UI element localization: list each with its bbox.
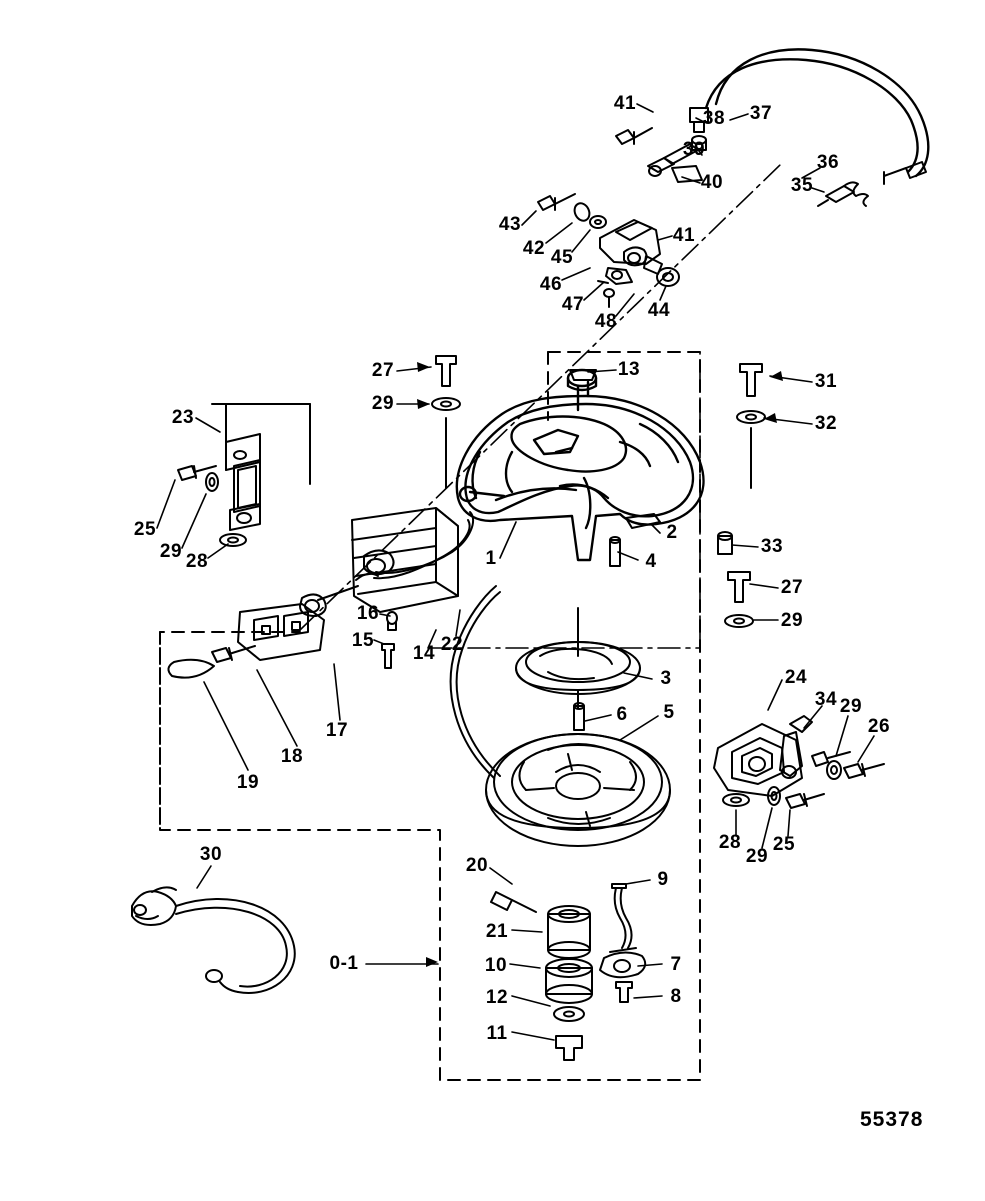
part-23-bracket — [226, 434, 260, 530]
leader-lines — [157, 104, 874, 1040]
part-19-grip — [168, 660, 214, 678]
part-31-screw — [740, 364, 762, 396]
callout-39: 39 — [682, 139, 706, 160]
callout-25: 25 — [772, 834, 796, 855]
callout-15: 15 — [351, 630, 375, 651]
callout-47: 47 — [561, 294, 585, 315]
callout-30: 30 — [199, 844, 223, 865]
callout-45: 45 — [550, 247, 574, 268]
part-8-screw — [616, 982, 632, 1002]
callout-40: 40 — [700, 172, 724, 193]
part-27-screw-topleft — [436, 356, 456, 386]
callout-34: 34 — [814, 689, 838, 710]
part-28-washer-left2 — [220, 534, 246, 546]
callout-29: 29 — [159, 541, 183, 562]
callout-27: 27 — [780, 577, 804, 598]
callout-29: 29 — [839, 696, 863, 717]
callout-6: 6 — [616, 704, 628, 725]
callout-23: 23 — [171, 407, 195, 428]
callout-28: 28 — [718, 832, 742, 853]
part-27-screw-right — [728, 572, 750, 602]
rope-to-pulley — [451, 586, 500, 778]
callout-43: 43 — [498, 214, 522, 235]
drawing-number: 55378 — [860, 1108, 924, 1131]
callout-44: 44 — [647, 300, 671, 321]
part-44-nut — [657, 268, 679, 286]
callout-28: 28 — [185, 551, 209, 572]
callout-21: 21 — [485, 921, 509, 942]
part-29-washer-right2 — [827, 761, 841, 779]
callout-12: 12 — [485, 987, 509, 1008]
callout-26: 26 — [867, 716, 891, 737]
part-18-screw — [212, 646, 255, 662]
part-14-22-cover — [352, 508, 458, 612]
callout-1: 1 — [485, 548, 497, 569]
callout-29: 29 — [745, 846, 769, 867]
part-35-barrel — [818, 182, 868, 206]
part-11-bolt — [556, 1036, 582, 1060]
part-25-screw-bottom — [786, 794, 824, 808]
part-34-screw — [812, 752, 850, 766]
callout-38: 38 — [702, 108, 726, 129]
callout-17: 17 — [325, 720, 349, 741]
part-42-washer — [572, 201, 592, 223]
part-28-washer-bottom — [723, 794, 749, 806]
callout-7: 7 — [670, 954, 682, 975]
callout-5: 5 — [663, 702, 675, 723]
part-24-bracket — [714, 716, 812, 796]
part-33-stud — [718, 532, 732, 554]
part-20-pin — [491, 892, 536, 912]
callout-41: 41 — [672, 225, 696, 246]
callout-11: 11 — [486, 1023, 508, 1044]
callout-18: 18 — [280, 746, 304, 767]
part-29-washer-right — [725, 615, 753, 627]
callout-24: 24 — [784, 667, 808, 688]
callout-14: 14 — [412, 643, 436, 664]
callout-36: 36 — [816, 152, 840, 173]
part-16-pin — [387, 612, 397, 630]
callout-31: 31 — [814, 371, 838, 392]
part-12-washer — [554, 1007, 584, 1021]
callout-27: 27 — [371, 360, 395, 381]
callout-25: 25 — [133, 519, 157, 540]
part-48-screw — [604, 289, 614, 307]
callout-32: 32 — [814, 413, 838, 434]
part-41-screw-top — [616, 128, 652, 144]
callout-20: 20 — [465, 855, 489, 876]
part-29-washer-topleft — [432, 398, 460, 410]
callout-0-1: 0-1 — [329, 953, 359, 974]
part-32-washer — [737, 411, 765, 423]
part-29-washer-left — [206, 473, 218, 491]
callout-29: 29 — [780, 610, 804, 631]
part-26-screw — [844, 764, 884, 778]
callout-35: 35 — [790, 175, 814, 196]
callout-9: 9 — [657, 869, 669, 890]
callout-48: 48 — [594, 311, 618, 332]
part-5-pulley — [486, 734, 670, 846]
callout-19: 19 — [236, 772, 260, 793]
callout-16: 16 — [356, 603, 380, 624]
callout-2: 2 — [666, 522, 678, 543]
part-7-pawl — [600, 948, 645, 977]
callout-37: 37 — [749, 103, 773, 124]
callout-33: 33 — [760, 536, 784, 557]
callout-4: 4 — [645, 551, 657, 572]
callout-8: 8 — [670, 986, 682, 1007]
callout-41: 41 — [613, 93, 637, 114]
part-10-spool — [546, 959, 592, 1003]
part-43-screw — [538, 194, 575, 210]
part-45-washer — [590, 216, 606, 228]
part-15-screw — [382, 644, 394, 668]
callout-46: 46 — [539, 274, 563, 295]
callout-10: 10 — [484, 955, 508, 976]
part-41-bracket-lower — [600, 220, 662, 284]
callout-29: 29 — [371, 393, 395, 414]
part-9-spring — [612, 884, 632, 948]
callout-3: 3 — [660, 668, 672, 689]
part-30-rope-handle — [132, 887, 295, 993]
callout-13: 13 — [617, 359, 641, 380]
part-21-bushing — [548, 906, 590, 958]
callout-42: 42 — [522, 238, 546, 259]
callout-22: 22 — [440, 634, 464, 655]
